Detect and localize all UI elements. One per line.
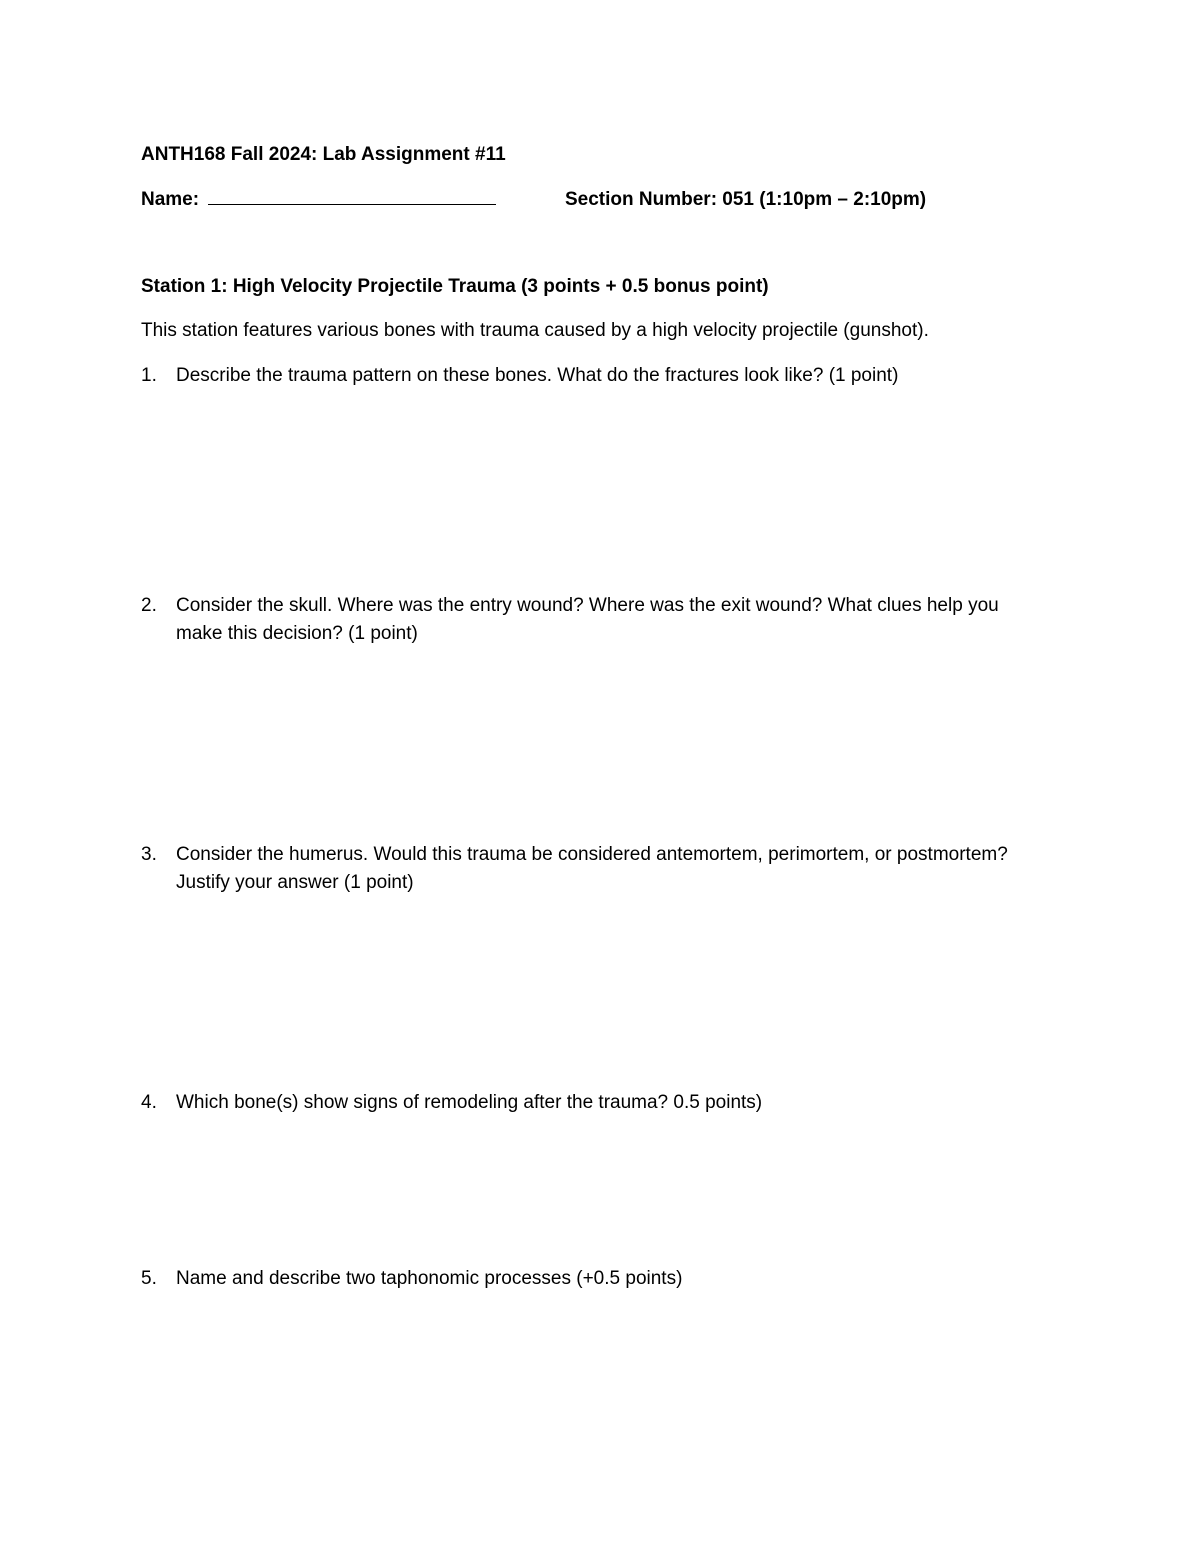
name-blank-line[interactable] <box>208 186 496 205</box>
question-text: Describe the trauma pattern on these bones. What do the fractures look like? (1 point) <box>176 365 899 386</box>
question-number: 4. <box>141 1092 157 1113</box>
question-text: Name and describe two taphonomic processes (+0.5 points) <box>176 1268 683 1289</box>
assignment-title: ANTH168 Fall 2024: Lab Assignment #11 <box>141 144 506 165</box>
section-number-label: Section Number: 051 (1:10pm – 2:10pm) <box>565 189 927 210</box>
question-2 <box>141 592 1041 648</box>
question-3 <box>141 841 1041 897</box>
question-text: Which bone(s) show signs of remodeling after the trauma? 0.5 points) <box>176 1092 763 1113</box>
question-text: Consider the humerus. Would this trauma be considered antemortem, perimortem, or postmortem? Justify your answer (1 point) <box>176 844 1008 893</box>
question-number: 2. <box>141 595 157 616</box>
question-text: Consider the skull. Where was the entry wound? Where was the exit wound? What clues help you make this decision? (1 point) <box>176 595 999 644</box>
question-number: 3. <box>141 844 157 865</box>
station-heading: Station 1: High Velocity Projectile Trauma (3 points + 0.5 bonus point) <box>141 276 769 297</box>
name-section-row <box>141 186 1061 214</box>
name-label: Name: <box>141 189 200 210</box>
question-1 <box>141 362 1041 390</box>
question-number: 1. <box>141 365 157 386</box>
question-number: 5. <box>141 1268 157 1289</box>
question-4 <box>141 1089 1041 1117</box>
question-5 <box>141 1265 1041 1293</box>
station-intro: This station features various bones with trauma caused by a high velocity projectile (gunshot). <box>141 320 929 341</box>
